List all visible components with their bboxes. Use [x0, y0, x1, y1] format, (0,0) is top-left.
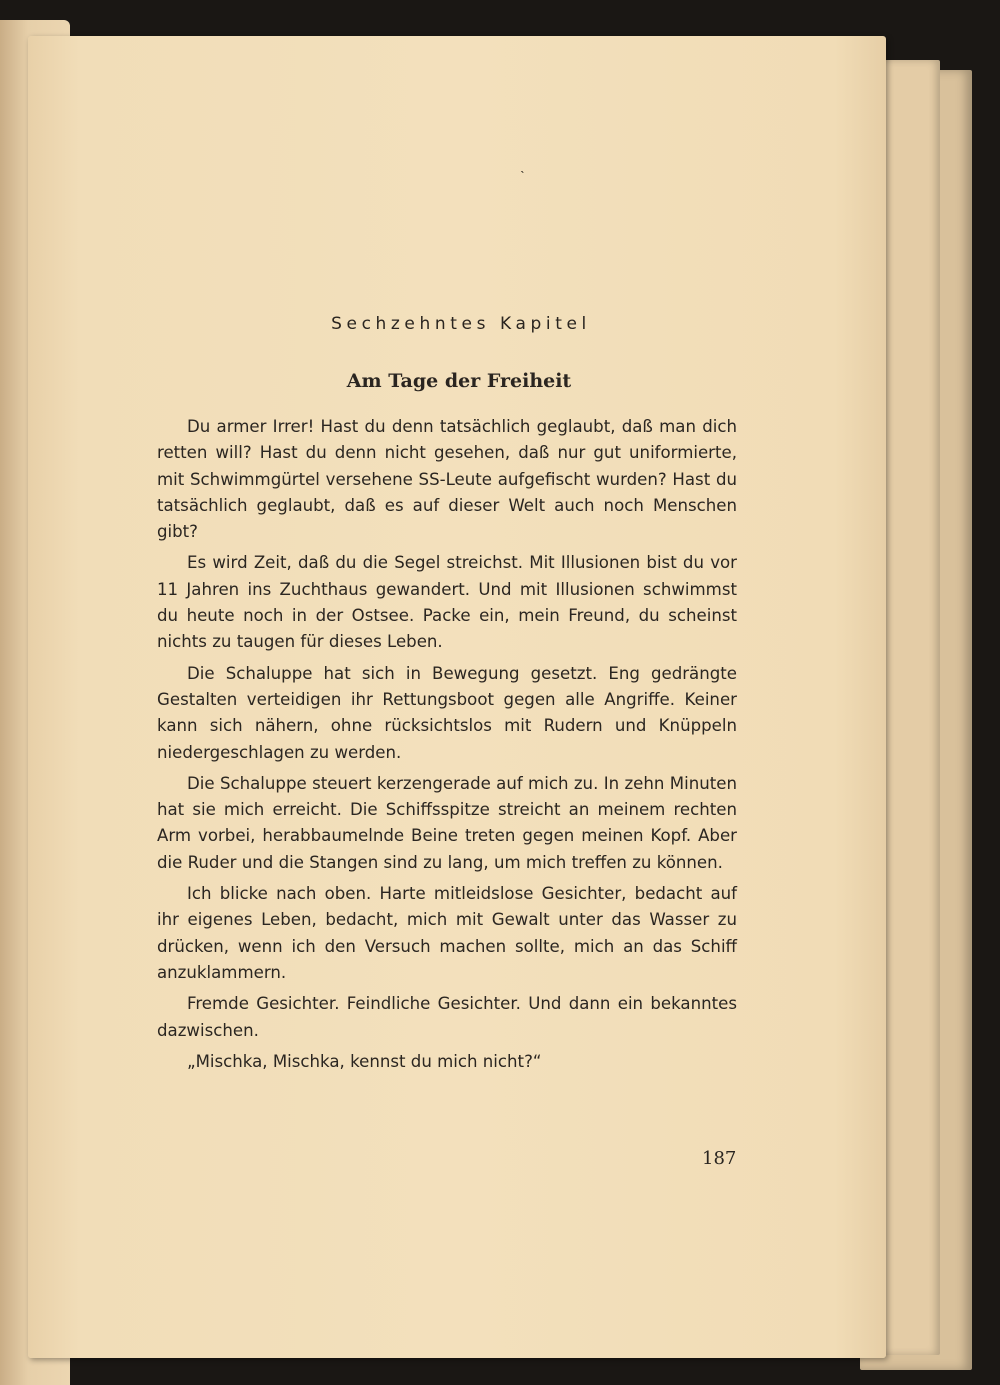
paragraph: Ich blicke nach oben. Harte mitleidslose Gesichter, bedacht auf ihr eigenes Leben, bedacht, mich mit Gewalt unter das Wasser zu drücken, wenn ich den Versuch machen sollte, mich an das Schiff anzuklammern.	[157, 884, 737, 982]
paragraph: Es wird Zeit, daß du die Segel streichst. Mit Illusionen bist du vor 11 Jahren ins Zuchthaus gewandert. Und mit Illusionen schwimmst du heute noch in der Ostsee. Packe ein, mein Freund, du scheinst nichts zu taugen für dieses Leben.	[157, 553, 737, 652]
paragraph: Fremde Gesichter. Feindliche Gesichter. Und dann ein bekanntes dazwischen.	[157, 994, 737, 1040]
body-text	[157, 414, 737, 1080]
page-number: 187	[702, 1148, 737, 1169]
chapter-label: Sechzehntes Kapitel	[331, 314, 591, 334]
paragraph: „Mischka, Mischka, kennst du mich nicht?“	[187, 1051, 542, 1071]
book-page	[28, 36, 886, 1358]
ink-speck: ˴	[520, 163, 525, 179]
chapter-title: Am Tage der Freiheit	[346, 370, 572, 392]
paragraph: Du armer Irrer! Hast du denn tatsächlich geglaubt, daß man dich retten will? Hast du denn nicht gesehen, daß nur gut uniformierte, mit Schwimmgürtel versehene SS-Leute aufgefischt wurden? Hast du tatsächlich geglaubt, daß es auf dieser Welt auch noch Menschen gibt?	[157, 417, 737, 542]
paragraph: Die Schaluppe hat sich in Bewegung gesetzt. Eng gedrängte Gestalten verteidigen ihr Rettungsboot gegen alle Angriffe. Keiner kann sich nähern, ohne rücksichtslos mit Rudern und Knüppeln niedergeschlagen zu werden.	[157, 663, 737, 762]
paragraph: Die Schaluppe steuert kerzengerade auf mich zu. In zehn Minuten hat sie mich erreicht. Die Schiffsspitze streicht an meinem rechten Arm vorbei, herabbaumelnde Beine treten gegen meinen Kopf. Aber die Ruder und die Stangen sind zu lang, um mich treffen zu können.	[157, 773, 737, 872]
